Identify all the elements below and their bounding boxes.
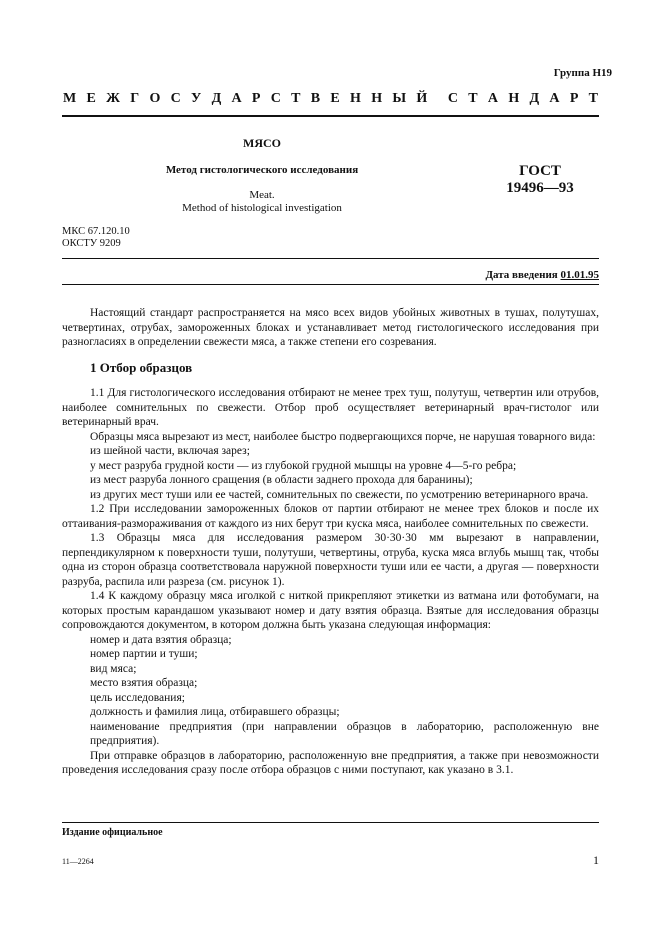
banner-letter: Д — [529, 91, 540, 106]
banner-letter: С — [447, 91, 458, 106]
banner-letter: Т — [468, 91, 478, 106]
top-rule — [62, 115, 599, 117]
list-item: место взятия образца; — [90, 677, 198, 689]
paragraph-1-3: 1.3 Образцы мяса для исследования размером 30·30·30 мм вырезают в направлении, перпендикулярном к поверхности туши, полутуши, четвертины, отруба, куска мяса вглубь мышц так, чтобы одна из сторон образца соответствовала наружной поверхности туши или ее части, а другая — поверхности разруба, распила или разреза (см. рисунок 1). — [62, 532, 599, 588]
banner-letter: У — [191, 91, 202, 106]
banner-letter: Н — [508, 91, 520, 106]
banner-letter: А — [549, 91, 560, 106]
list-item: из других мест туши или ее частей, сомнительных по свежести, по усмотрению ветеринарного врача. — [90, 488, 589, 501]
banner-letter: С — [170, 91, 181, 106]
english-subtitle: Method of histological investigation — [182, 202, 342, 214]
final-paragraph: При отправке образцов в лабораторию, расположенную вне предприятия, а также при невозможности проведения исследования сразу после отбора образцов с ними поступают, как указано в 3.1. — [62, 749, 599, 776]
main-content — [62, 306, 599, 778]
list-item: из шейной части, включая зарез; — [90, 445, 250, 457]
document-subtitle: Метод гистологического исследования — [165, 164, 359, 176]
intro-paragraph: Настоящий стандарт распространяется на мясо всех видов убойных животных в тушах, полутушах, четвертинах, отрубах, замороженных блоках и устанавливает метод гистологического исследования при разногласиях в определении свежести мяса, а также степени его созревания. — [62, 307, 599, 348]
mks-code: МКС 67.120.10 — [62, 226, 130, 237]
print-code: 11—2264 — [62, 857, 94, 866]
english-title: Meat. — [249, 189, 275, 201]
footer-rule — [62, 822, 599, 823]
date-rule — [62, 284, 599, 285]
section-heading: 1 Отбор образцов — [90, 359, 193, 375]
banner-letter: Ы — [392, 91, 407, 106]
banner-letter: Р — [569, 91, 579, 106]
document-title: МЯСО — [243, 136, 281, 150]
edition-label: Издание официальное — [62, 827, 163, 838]
banner-letter: А — [231, 91, 242, 106]
date-value: 01.01.95 — [560, 269, 599, 281]
banner-letter: Е — [86, 91, 96, 106]
list-item: номер партии и туши; — [90, 648, 198, 660]
banner-letter: Г — [130, 91, 140, 106]
introduction-date — [485, 269, 599, 281]
banner-letter: М — [63, 91, 77, 106]
banner-letter: С — [270, 91, 281, 106]
list-item: номер и дата взятия образца; — [90, 633, 232, 646]
list-item: из мест разруба лонного сращения (в области заднего прохода для баранины); — [90, 474, 473, 486]
page-number: 1 — [593, 853, 599, 867]
paragraph-1-1b: Образцы мяса вырезают из мест, наиболее быстро подвергающихся порче, не нарушая товарного вида: — [90, 430, 596, 443]
list-item: вид мяса; — [90, 662, 137, 675]
banner-letter: Д — [211, 91, 222, 106]
paragraph-1-1: 1.1 Для гистологического исследования отбирают не менее трех туш, полутуш, четвертин или отрубов, наиболее сомнительных по свежести. Отбор проб осуществляет ветеринарный врач-гистолог или ветеринарный врач. — [62, 387, 599, 428]
group-label: Группа Н19 — [553, 67, 612, 79]
banner-letter: О — [149, 91, 161, 106]
banner-letter: Т — [291, 91, 301, 106]
gost-label: ГОСТ — [519, 163, 561, 179]
list-item: у мест разруба грудной кости — из глубокой грудной мышцы на уровне 4—5-го ребра; — [90, 459, 517, 472]
classification-codes — [62, 226, 130, 250]
banner-letter: А — [487, 91, 499, 106]
list-item: наименование предприятия (при направлении образцов в лабораторию, расположенную вне предприятия). — [90, 720, 599, 747]
gost-code: 19496—93 — [506, 180, 574, 196]
list-item: цель исследования; — [90, 691, 185, 704]
okstu-code: ОКСТУ 9209 — [62, 238, 121, 249]
gost-number — [480, 163, 600, 197]
standard-banner — [63, 91, 598, 107]
banner-letter: В — [310, 91, 321, 106]
banner-letter: Н — [371, 91, 383, 106]
banner-letter: Н — [350, 91, 361, 106]
list-item: должность и фамилия лица, отбиравшего образцы; — [90, 706, 340, 718]
banner-letter: Т — [588, 91, 598, 106]
banner-letter: Ж — [106, 91, 120, 106]
paragraph-1-4: 1.4 К каждому образцу мяса иголкой с ниткой прикрепляют этикетки из ватмана или фотобумаги, на которых простым карандашом указывают номер и дату взятия образца. Взятые для исследования образцы сопровождаются документом, в котором должна быть указана следующая информация: — [62, 590, 599, 631]
date-label: Дата введения — [485, 269, 558, 281]
header-rule — [62, 258, 599, 259]
banner-letter: Й — [416, 91, 428, 106]
banner-letter: Р — [251, 91, 261, 106]
banner-letter: Е — [330, 91, 340, 106]
paragraph-1-2: 1.2 При исследовании замороженных блоков от партии отбирают не менее трех блоков и после их оттаивания-размораживания от каждого из них берут три куска мяса, наиболее сомнительных по свежести. — [62, 503, 599, 530]
